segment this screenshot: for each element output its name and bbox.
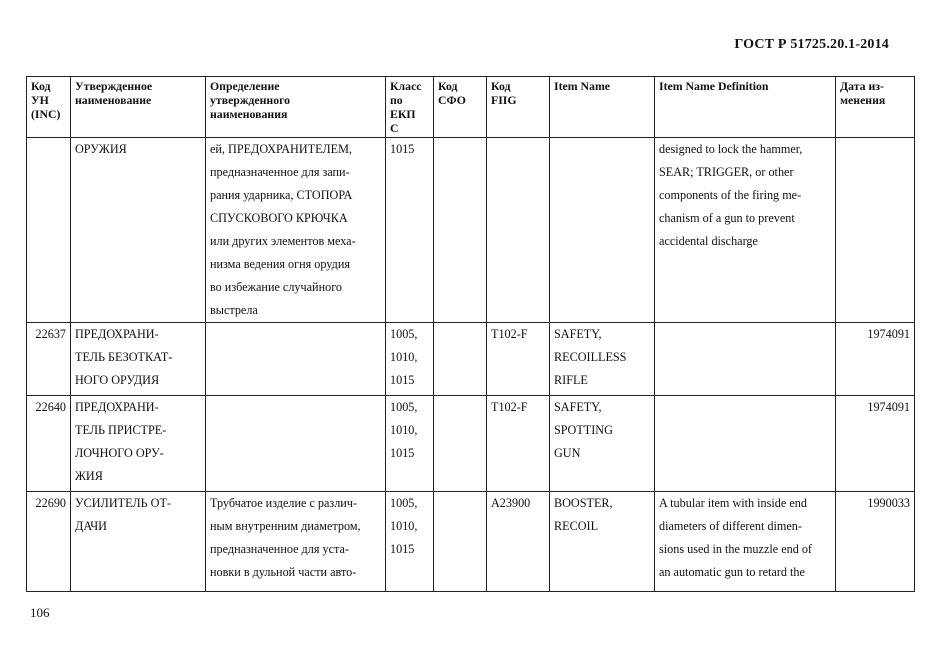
sfo-cell — [434, 138, 487, 323]
cell-text-line: ей, ПРЕДОХРАНИТЕЛЕМ, — [210, 142, 352, 156]
cell-text-line: 1015 — [390, 142, 415, 156]
cell-text-line: ТЕЛЬ БЕЗОТКАТ- — [75, 350, 173, 364]
cell-text-line: ДАЧИ — [75, 519, 107, 533]
cell-text-line: ЖИЯ — [75, 469, 103, 483]
inc-cell: 22690 — [27, 492, 71, 592]
name-header — [71, 77, 206, 138]
cell-text-line: предназначенное для запи- — [210, 165, 350, 179]
cell-text-line: designed to lock the hammer, — [659, 142, 803, 156]
cell-text-line: 1005, — [390, 496, 418, 510]
date-cell: 1974091 — [836, 323, 915, 396]
item-name-cell — [550, 396, 655, 492]
header-text-line: Код — [491, 79, 511, 93]
class-cell — [386, 396, 434, 492]
cell-text-line: SAFETY, — [554, 327, 602, 341]
item-definition-cell — [655, 396, 836, 492]
cell-text-line: 1005, — [390, 327, 418, 341]
item-name-header — [550, 77, 655, 138]
header-text-line: FIIG — [491, 93, 517, 107]
item-definition-header — [655, 77, 836, 138]
fiig-cell: T102-F — [487, 323, 550, 396]
name-cell — [71, 138, 206, 323]
cell-text-line: 1010, — [390, 423, 418, 437]
header-text-line: Класс — [390, 79, 422, 93]
cell-text-line: BOOSTER, — [554, 496, 613, 510]
item-name-cell — [550, 323, 655, 396]
cell-text-line: GUN — [554, 446, 581, 460]
cell-text-line: ПРЕДОХРАНИ- — [75, 327, 159, 341]
cell-text-line: RECOILLESS — [554, 350, 627, 364]
header-text-line: Утвержденное — [75, 79, 153, 93]
cell-text-line: рания ударника, СТОПОРА — [210, 188, 353, 202]
header-text-line: Определение — [210, 79, 280, 93]
table-header-row — [27, 77, 915, 138]
cell-text-line: diameters of different dimen- — [659, 519, 802, 533]
cell-text-line: components of the firing me- — [659, 188, 802, 202]
cell-text-line: 1015 — [390, 373, 415, 387]
cell-text-line: во избежание случайного — [210, 280, 342, 294]
header-text-line: наименования — [210, 107, 288, 121]
header-text-line: утвержденного — [210, 93, 291, 107]
cell-text-line: 1015 — [390, 446, 415, 460]
catalog-table — [26, 76, 915, 592]
header-text-line: менения — [840, 93, 886, 107]
cell-text-line: выстрела — [210, 303, 258, 317]
table-row — [27, 323, 915, 396]
fiig-cell — [487, 138, 550, 323]
cell-text-line: RIFLE — [554, 373, 588, 387]
class-header — [386, 77, 434, 138]
cell-text-line: ТЕЛЬ ПРИСТРЕ- — [75, 423, 167, 437]
item-name-cell — [550, 138, 655, 323]
name-cell — [71, 492, 206, 592]
inc-cell: 22637 — [27, 323, 71, 396]
header-text-line: ЕКП — [390, 107, 416, 121]
cell-text-line: новки в дульной части авто- — [210, 565, 357, 579]
item-definition-cell — [655, 323, 836, 396]
cell-text-line: ПРЕДОХРАНИ- — [75, 400, 159, 414]
name-cell — [71, 323, 206, 396]
cell-text-line: an automatic gun to retard the — [659, 565, 805, 579]
date-cell — [836, 138, 915, 323]
cell-text-line: ОРУЖИЯ — [75, 142, 127, 156]
cell-text-line: СПУСКОВОГО КРЮЧКА — [210, 211, 348, 225]
fiig-cell: A23900 — [487, 492, 550, 592]
page-number: 106 — [30, 605, 50, 620]
definition-cell — [206, 492, 386, 592]
inc-cell: 22640 — [27, 396, 71, 492]
sfo-header — [434, 77, 487, 138]
cell-text-line: 1005, — [390, 400, 418, 414]
cell-text-line: предназначенное для уста- — [210, 542, 349, 556]
definition-cell — [206, 396, 386, 492]
name-cell — [71, 396, 206, 492]
cell-text-line: accidental discharge — [659, 234, 758, 248]
header-text-line: СФО — [438, 93, 466, 107]
header-text-line: (INC) — [31, 107, 61, 121]
class-cell — [386, 138, 434, 323]
sfo-cell — [434, 323, 487, 396]
item-definition-cell — [655, 138, 836, 323]
header-text-line: УН — [31, 93, 49, 107]
header-text-line: Item Name Definition — [659, 79, 769, 93]
table-row — [27, 396, 915, 492]
cell-text-line: 1015 — [390, 542, 415, 556]
fiig-cell: T102-F — [487, 396, 550, 492]
cell-text-line: ЛОЧНОГО ОРУ- — [75, 446, 164, 460]
header-text-line: Код — [438, 79, 458, 93]
cell-text-line: 1010, — [390, 519, 418, 533]
cell-text-line: SEAR; TRIGGER, or other — [659, 165, 794, 179]
date-cell: 1990033 — [836, 492, 915, 592]
cell-text-line: sions used in the muzzle end of — [659, 542, 812, 556]
cell-text-line: низма ведения огня орудия — [210, 257, 350, 271]
cell-text-line: RECOIL — [554, 519, 599, 533]
class-cell — [386, 323, 434, 396]
definition-cell — [206, 138, 386, 323]
header-text-line: по — [390, 93, 403, 107]
document-header: ГОСТ Р 51725.20.1-2014 — [734, 37, 889, 52]
fiig-header — [487, 77, 550, 138]
header-text-line: наименование — [75, 93, 152, 107]
cell-text-line: или других элементов меха- — [210, 234, 356, 248]
header-text-line: С — [390, 121, 399, 135]
cell-text-line: НОГО ОРУДИЯ — [75, 373, 160, 387]
cell-text-line: 1010, — [390, 350, 418, 364]
class-cell — [386, 492, 434, 592]
sfo-cell — [434, 396, 487, 492]
header-text-line: Item Name — [554, 79, 611, 93]
item-definition-cell — [655, 492, 836, 592]
table-row — [27, 138, 915, 323]
cell-text-line: ным внутренним диаметром, — [210, 519, 361, 533]
cell-text-line: chanism of a gun to prevent — [659, 211, 795, 225]
cell-text-line: УСИЛИТЕЛЬ ОТ- — [75, 496, 171, 510]
cell-text-line: A tubular item with inside end — [659, 496, 807, 510]
header-text-line: Код — [31, 79, 51, 93]
cell-text-line: SAFETY, — [554, 400, 602, 414]
date-header — [836, 77, 915, 138]
header-text-line: Дата из- — [840, 79, 884, 93]
item-name-cell — [550, 492, 655, 592]
sfo-cell — [434, 492, 487, 592]
definition-header — [206, 77, 386, 138]
inc-cell — [27, 138, 71, 323]
date-cell: 1974091 — [836, 396, 915, 492]
table-row — [27, 492, 915, 592]
definition-cell — [206, 323, 386, 396]
cell-text-line: Трубчатое изделие с различ- — [210, 496, 358, 510]
inc-header — [27, 77, 71, 138]
cell-text-line: SPOTTING — [554, 423, 613, 437]
